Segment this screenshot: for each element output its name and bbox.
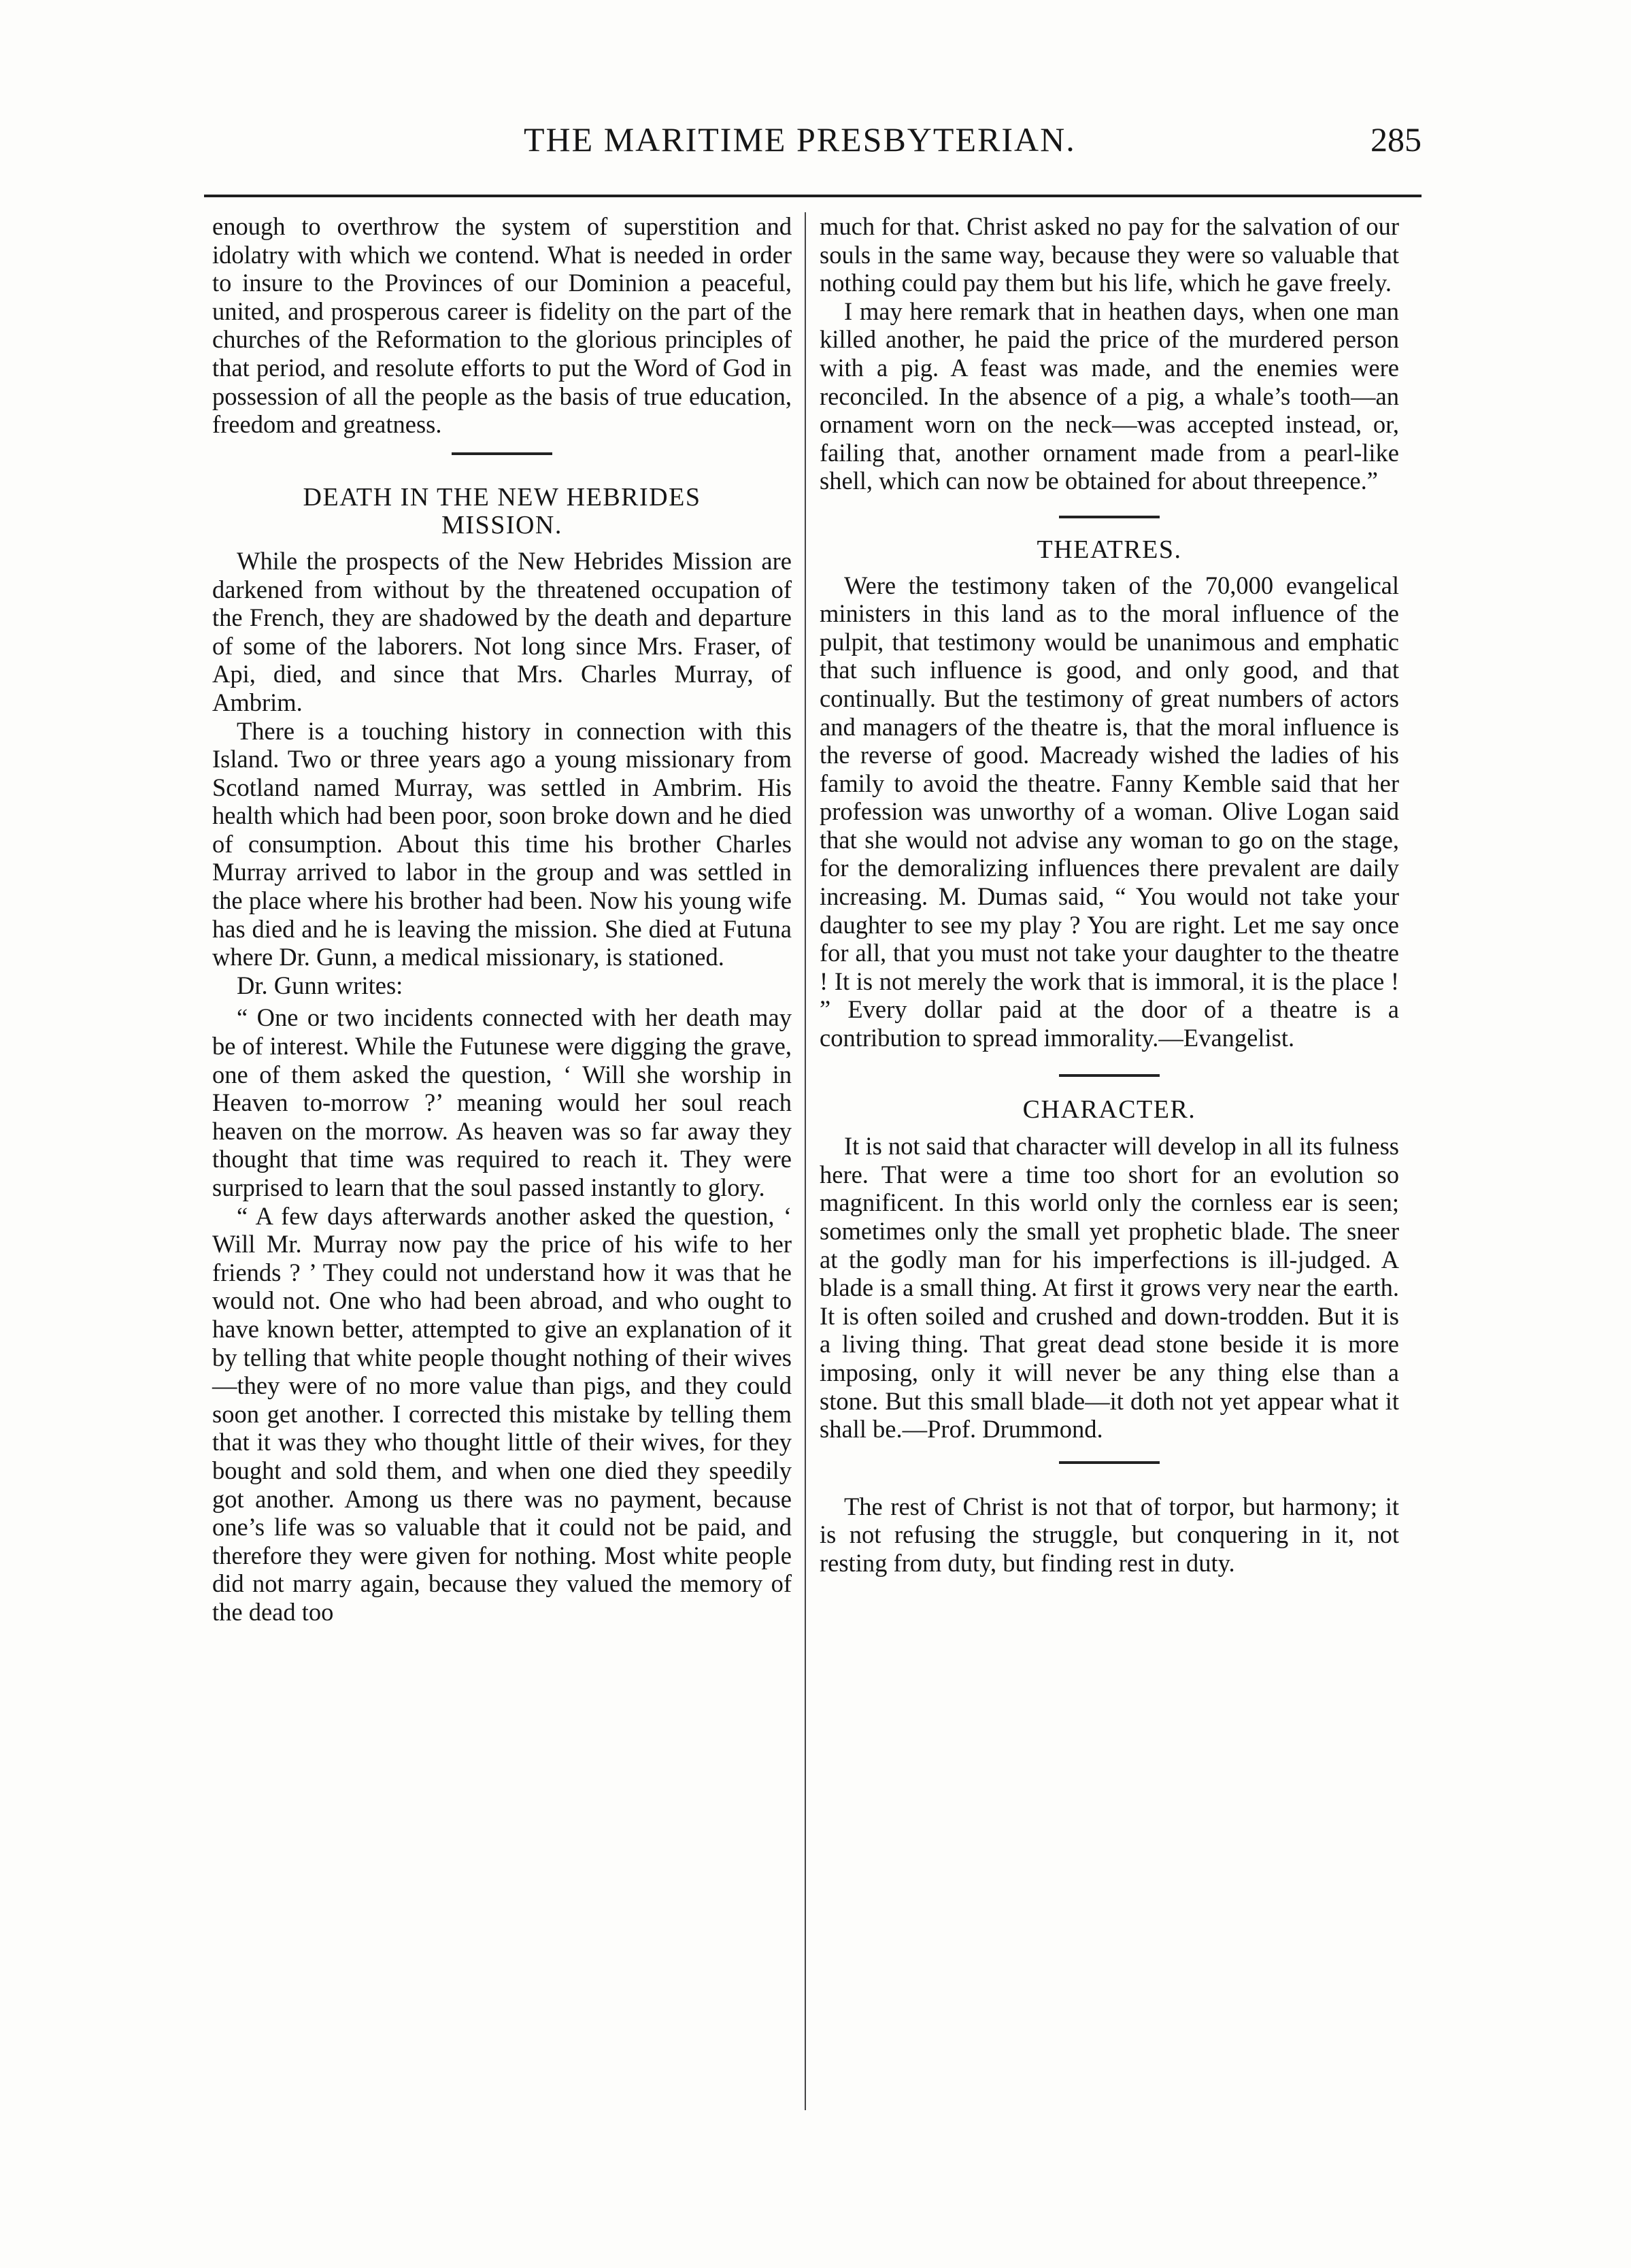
section-separator [1059, 1074, 1160, 1077]
left-column [212, 212, 792, 1627]
article-heading-line1: DEATH IN THE NEW HEBRIDES [303, 482, 701, 512]
character-paragraph: It is not said that character will develop in all its fulness here. That were a time too short for an evolution so magnificent. In this world only the cornless ear is seen; sometimes only the small yet prophetic blade. The sneer at the godly man for his imperfections is ill-judged. A blade is a small thing. At first it grows very near the earth. It is often soiled and crushed and down-trodden. But it is a living thing. That great dead stone beside it is more imposing, only it will never be any thing else than a stone. But this small blade—it doth not yet appear what it shall be.—Prof. Drummond. [820, 1132, 1399, 1444]
theatres-paragraph: Were the testimony taken of the 70,000 evangelical ministers in this land as to the moral influence of the pulpit, that testimony would be unanimous and emphatic that such influence is good, and only good, and that continually. But the testimony of great numbers of actors and managers of the theatre is, that the moral influence is the reverse of good. Macready wished the ladies of his family to avoid the theatre. Fanny Kemble said that her profession was unworthy of a woman. Olive Logan said that she would not advise any woman to go on the stage, for the demoralizing influences there prevalent are daily increasing. M. Dumas said, “ You would not take your daughter to see my play ? You are right. Let me say once for all, that you must not take your daughter to the theatre ! It is not merely the work that is immoral, it is the place ! ” Every dollar paid at the door of a theatre is a contribution to spread immorality.—Evangelist. [820, 571, 1399, 1052]
quoted-paragraph: “ One or two incidents connected with her death may be of interest. While the Futunese were digging the grave, one of them asked the question, ‘ Will she worship in Heaven to-morrow ?’ meaning would her soul reach heaven on the morrow. As heaven was so far away they thought that time was required to reach it. They were surprised to learn that the soul passed instantly to glory. [212, 1003, 792, 1201]
section-separator [452, 452, 552, 455]
running-title: THE MARITIME PRESBYTERIAN. [524, 120, 1076, 159]
quoted-paragraph: “ A few days afterwards another asked the question, ‘ Will Mr. Murray now pay the price of his wife to her friends ? ’ They could not understand how it was that he would not. One who had been abroad, and who ought to have known better, attempted to give an explanation of it by telling that white people thought nothing of their wives —they were of no more value than pigs, and they could soon get another. I corrected this mistake by telling them that it was they who thought little of their wives, for they bought and sold them, and when one died they speedily got another. Among us there was no payment, because one’s life was so valuable that it could not be paid, and therefore they were given for nothing. Most white people did not marry again, because they valued the memory of the dead too [212, 1201, 792, 1626]
continued-paragraph: enough to overthrow the system of superstition and idolatry with which we contend. What is needed in order to insure to the Provinces of our Dominion a peaceful, united, and prosperous career is fidelity on the part of the churches of the Reformation to the glorious principles of that period, and resolute efforts to put the Word of God in possession of all the people as the basis of true education, freedom and greatness. [212, 212, 792, 439]
article-paragraph: While the prospects of the New Hebrides Mission are darkened from without by the threatened occupation of the French, they are shadowed by the death and departure of some of the laborers. Not long since Mrs. Fraser, of Api, died, and since that Mrs. Charles Murray, of Ambrim. [212, 546, 792, 716]
theatres-heading: THEATRES. [1037, 535, 1182, 564]
section-separator [1059, 516, 1160, 518]
header-rule [204, 195, 1422, 197]
column-divider [805, 212, 806, 2110]
right-column [820, 212, 1399, 1578]
continued-paragraph: much for that. Christ asked no pay for the salvation of our souls in the same way, because they were so valuable that nothing could pay them but his life, which he gave freely. [820, 212, 1399, 297]
article-heading-line2: MISSION. [441, 511, 562, 540]
character-heading: CHARACTER. [1022, 1095, 1196, 1124]
article-paragraph: There is a touching history in connection with this Island. Two or three years ago a young missionary from Scotland named Murray, was settled in Ambrim. His health which had been poor, soon broke down and he died of consumption. About this time his brother Charles Murray arrived to labor in the group and was settled in the place where his brother had been. Now his young wife has died and he is leaving the mission. She died at Futuna where Dr. Gunn, a medical missionary, is stationed. [212, 716, 792, 971]
section-separator [1059, 1461, 1160, 1464]
page-header [204, 120, 1422, 181]
article-paragraph: Dr. Gunn writes: [237, 971, 403, 999]
closing-paragraph: The rest of Christ is not that of torpor, but harmony; it is not refusing the struggle, but conquering in it, not resting from duty, but finding rest in duty. [820, 1492, 1399, 1577]
article-paragraph: I may here remark that in heathen days, when one man killed another, he paid the price of the murdered person with a pig. A feast was made, and the enemies were reconciled. In the absence of a pig, a whale’s tooth—an ornament worn on the neck—was accepted instead, or, failing that, another ornament made from a pearl-like shell, which can now be obtained for about threepence.” [820, 297, 1399, 495]
page-number: 285 [1371, 120, 1422, 159]
